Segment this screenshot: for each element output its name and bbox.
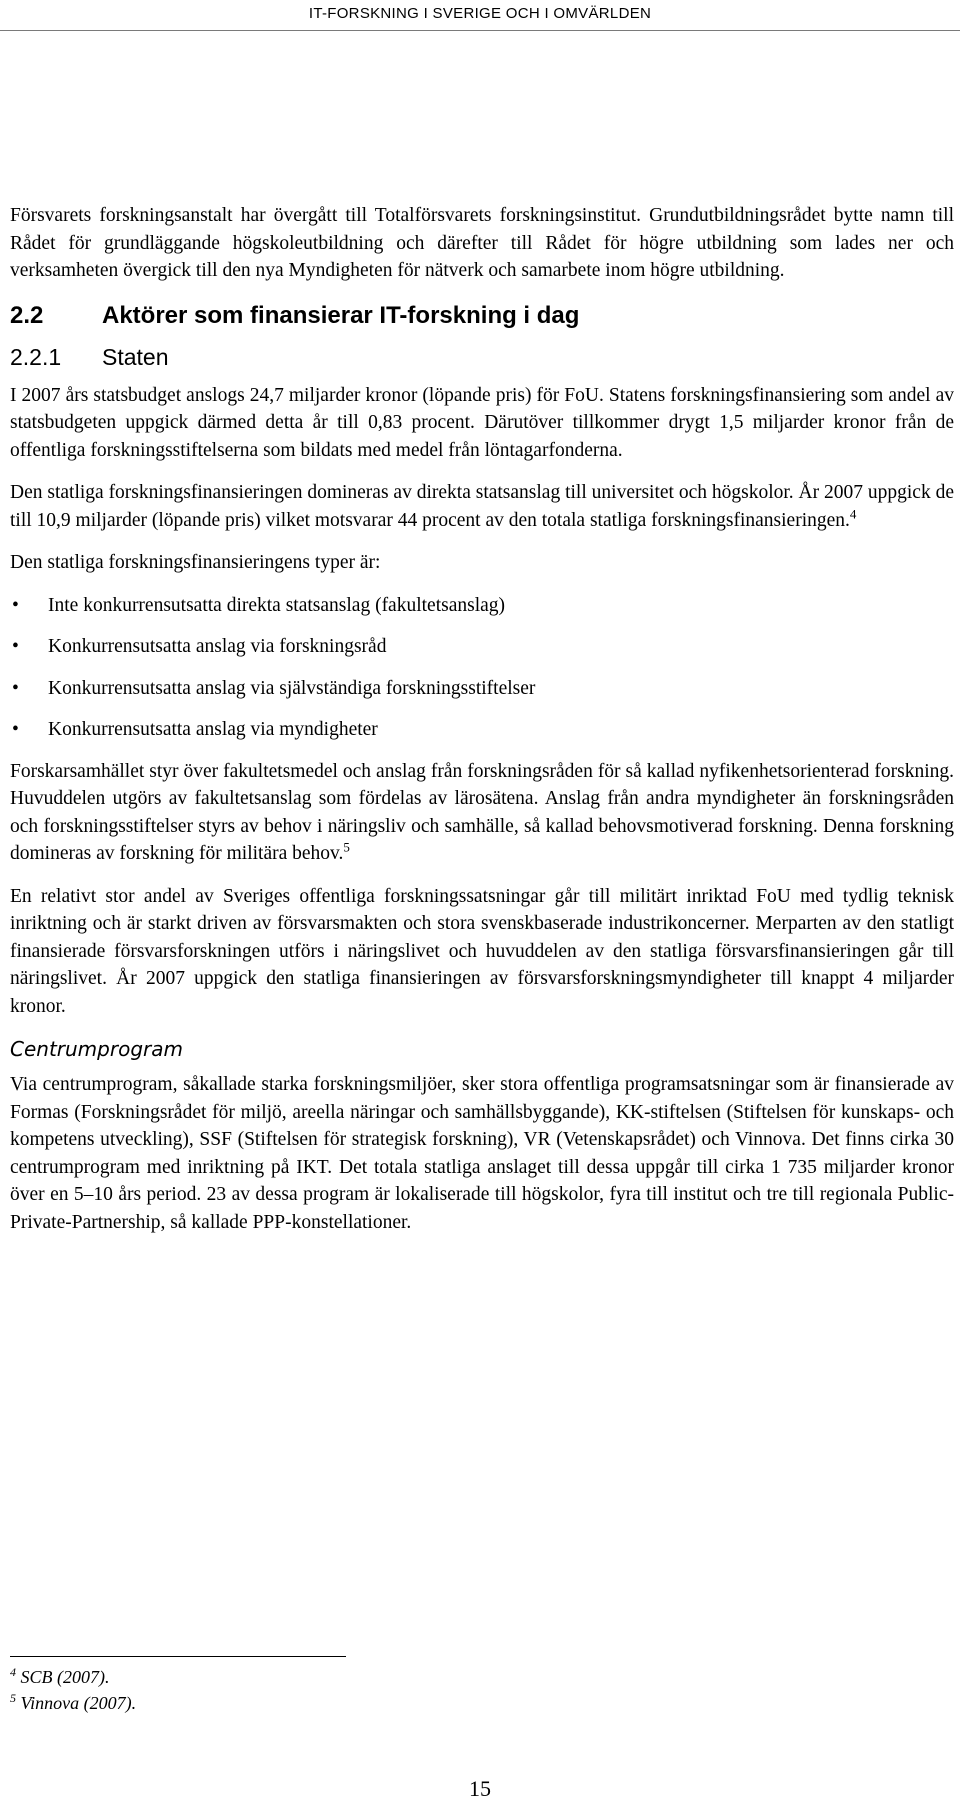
paragraph-forskarsamhallet <box>10 758 954 868</box>
subsection-heading <box>10 342 954 372</box>
footnote-number: 5 <box>10 1691 16 1705</box>
footnote-5 <box>10 1690 136 1716</box>
paragraph-statsbudget: I 2007 års statsbudget anslogs 24,7 miljarder kronor (löpande pris) för FoU. Statens forskningsfinansiering som andel av statsbudgeten uppgick därmed detta år till 0,83 procent. Därutöver tillkommer drygt 1,5 miljarder kronor från de offentliga forskningsstiftelserna som bildats med medel från löntagarfonderna. <box>10 384 954 461</box>
bullet-icon: • <box>12 594 19 616</box>
list-item-text: Konkurrensutsatta anslag via självständiga forskningsstiftelser <box>48 677 536 699</box>
intro-paragraph: Försvarets forskningsanstalt har övergått till Totalförsvarets forskningsinstitut. Grundutbildningsrådet bytte namn till Rådet för grundläggande högskoleutbildning och därefter till Rådet för högre utbildning som lades ner och verksamheten övergick till den nya Myndigheten för nätverk och samarbete inom högre utbildning. <box>10 205 954 281</box>
list-item-text: Inte konkurrensutsatta direkta statsanslag (fakultetsanslag) <box>48 594 506 616</box>
footnotes <box>10 1664 136 1716</box>
funding-types-list <box>10 592 954 744</box>
list-item <box>10 716 954 744</box>
paragraph-militar-fou: En relativt stor andel av Sveriges offentliga forskningssatsningar går till militärt inriktad FoU med tydlig teknisk inriktning och är starkt driven av försvarsmakten och stora svenskbaserade industrikoncerner. Merparten av den statligt finansierade försvarsforskningen utförs i näringslivet och huvuddelen av den statliga försvarsfinansieringen går till näringslivet. År 2007 uppgick den statliga finansieringen av försvarsforskningsmyndigheter till knappt 4 miljarder kronor. <box>10 885 954 1017</box>
footnote-divider <box>10 1656 346 1657</box>
list-item <box>10 675 954 703</box>
subsection-title: Staten <box>102 343 169 370</box>
running-header <box>0 0 960 31</box>
section-number: 2.2 <box>10 301 44 329</box>
paragraph-direkta-statsanslag <box>10 479 954 534</box>
subsection-number: 2.2.1 <box>10 343 62 370</box>
list-item <box>10 592 954 620</box>
footnote-ref-5[interactable]: 5 <box>343 839 350 855</box>
centrumprogram-heading: Centrumprogram <box>10 1037 183 1061</box>
page-number: 15 <box>469 1776 491 1801</box>
paragraph-text: Den statliga forskningsfinansieringen domineras av direkta statsanslag till universitet och högskolor. År 2007 uppgick de till 10,9 miljarder (löpande pris) vilket motsvarar 44 procent av den totala statliga forskningsfinansieringen. <box>10 482 954 531</box>
footnote-text: Vinnova (2007). <box>20 1693 137 1713</box>
footnote-4 <box>10 1664 136 1690</box>
paragraph-centrumprogram: Via centrumprogram, såkallade starka forskningsmiljöer, sker stora offentliga programsatsningar som är finansierade av Formas (Forskningsrådet för miljö, areella näringar och samhällsbyggande), KK-stiftelsen (Stiftelsen för kunskaps- och kompetens utveckling), SSF (Stiftelsen för strategisk forskning), VR (Vetenskapsrådet) och Vinnova. Det finns cirka 30 centrumprogram med inriktning på IKT. Det totala statliga anslaget till dessa uppgår till cirka 1 735 miljarder kronor över en 5–10 års period. 23 av dessa program är lokaliserade till högskolor, fyra till institut och tre till regionala Public-Private-Partnership, så kallade PPP-konstellationer. <box>10 1074 954 1233</box>
list-item <box>10 633 954 661</box>
paragraph-text: Forskarsamhället styr över fakultetsmedel och anslag från forskningsråden för så kallad nyfikenhetsorienterad forskning. Huvuddelen utgörs av fakultetsanslag som fördelas av lärosätena. Anslag från andra myndigheter än forskningsråden och forskningsstiftelser styrs av behov i näringsliv och samhälle, så kallad behovsmotiverad forskning. Denna forskning domineras av forskning för militära behov. <box>10 760 954 864</box>
section-title: Aktörer som finansierar IT-forskning i dag <box>102 301 580 329</box>
paragraph-typer-intro: Den statliga forskningsfinansieringens typer är: <box>10 552 381 573</box>
footnote-number: 4 <box>10 1665 16 1679</box>
list-item-text: Konkurrensutsatta anslag via myndigheter <box>48 719 378 740</box>
running-header-title: IT-FORSKNING I SVERIGE OCH I OMVÄRLDEN <box>308 5 652 22</box>
section-heading <box>10 300 954 332</box>
page-content <box>10 202 954 1251</box>
footnote-text: SCB (2007). <box>20 1667 110 1687</box>
bullet-icon: • <box>12 677 19 699</box>
bullet-icon: • <box>12 719 19 740</box>
bullet-icon: • <box>12 636 19 657</box>
footnote-ref-4[interactable]: 4 <box>849 506 857 521</box>
list-item-text: Konkurrensutsatta anslag via forskningsråd <box>48 636 387 657</box>
